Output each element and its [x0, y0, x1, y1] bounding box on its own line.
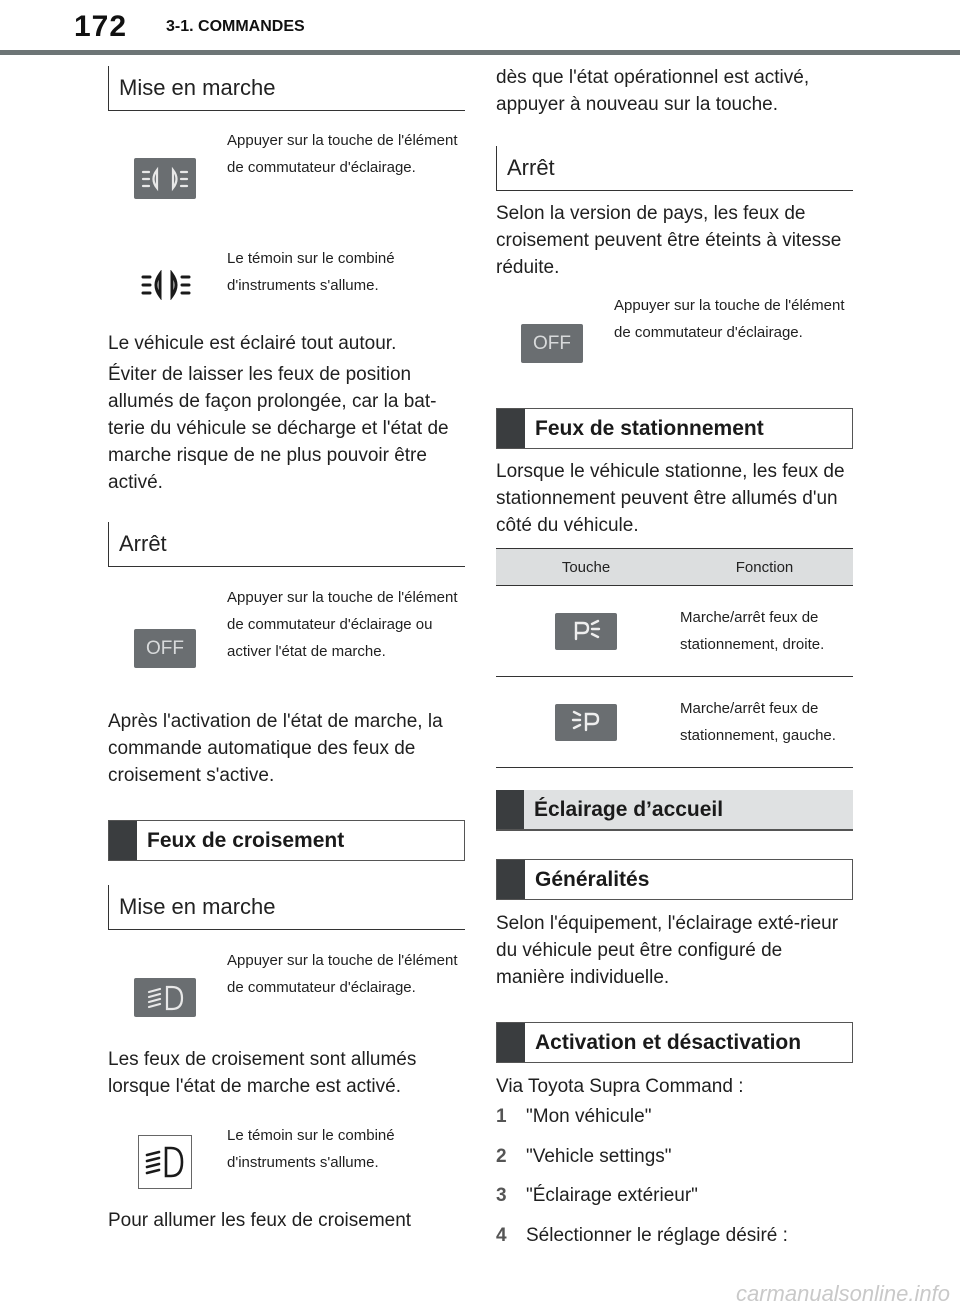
table-header-touche: Touche — [496, 549, 676, 586]
parking-light-indicator-icon — [138, 270, 194, 300]
subheading-mise-en-marche — [108, 66, 465, 111]
step-number: 4 — [496, 1224, 507, 1246]
step-text: "Éclairage extérieur" — [526, 1185, 698, 1206]
subheading-arret — [496, 146, 853, 191]
subheading-label: Arrêt — [119, 531, 167, 556]
off-button-icon: OFF — [521, 324, 583, 363]
page-number: 172 — [74, 10, 128, 43]
section-title: Généralités — [535, 867, 650, 891]
paragraph: Lorsque le véhicule stationne, les feux de stationnement peuvent être allumés d'un côté du véhicule. — [496, 461, 845, 536]
paragraph: Via Toyota Supra Command : — [496, 1076, 744, 1097]
low-beam-switch-icon — [134, 978, 196, 1017]
paragraph: Les feux de croisement sont allumés lorsque l'état de marche est activé. — [108, 1049, 417, 1097]
subheading-label: Mise en marche — [119, 894, 276, 919]
paragraph: Après l'activation de l'état de marche, la commande automatique des feux de croisement s'active. — [108, 711, 443, 786]
section-bar — [497, 1023, 525, 1062]
section-bar — [496, 790, 524, 829]
off-button-icon: OFF — [134, 629, 196, 668]
subheading-arret — [108, 522, 465, 567]
step-text: "Mon véhicule" — [526, 1106, 652, 1127]
subheading-label: Mise en marche — [119, 75, 276, 100]
section-title: Éclairage d’accueil — [534, 797, 724, 821]
paragraph: Selon la version de pays, les feux de croisement peuvent être éteints à vitesse réduite. — [496, 203, 842, 278]
table-cell-touche — [496, 677, 676, 768]
table-cell-fonction: Marche/arrêt feux de stationnement, droite. — [676, 586, 853, 677]
step-number: 1 — [496, 1106, 507, 1127]
parking-light-right-icon — [555, 613, 617, 650]
chapter-title: 3-1. COMMANDES — [166, 18, 305, 35]
section-title: Activation et désactivation — [535, 1030, 802, 1054]
subheading-label: Arrêt — [507, 155, 555, 180]
off-row-text: Appuyer sur la touche de l'élément de commutateur d'éclairage ou activer l'état de marche. — [227, 589, 458, 660]
off-row-text: Appuyer sur la touche de l'élément de commutateur d'éclairage. — [614, 297, 845, 341]
section-bar — [497, 409, 525, 448]
low-beam-indicator-text: Le témoin sur le combiné d'instruments s'allume. — [227, 1127, 395, 1171]
table-header-fonction: Fonction — [676, 549, 853, 586]
parking-lights-table — [496, 548, 853, 768]
steps-list — [496, 1103, 852, 1261]
paragraph: Pour allumer les feux de croisement — [108, 1210, 412, 1231]
table-cell-fonction: Marche/arrêt feux de stationnement, gauche. — [676, 677, 853, 768]
table-row — [496, 586, 853, 677]
low-beam-row-text: Appuyer sur la touche de l'élément de commutateur d'éclairage. — [227, 952, 458, 996]
section-bar — [497, 860, 525, 899]
icon-row-2-text: Le témoin sur le combiné d'instruments s'allume. — [227, 250, 395, 294]
list-item — [496, 1182, 852, 1222]
paragraph: Éviter de laisser les feux de position allumés de façon prolongée, car la bat-terie du véhicule se décharge et l'état de marche risque de ne plus pouvoir être activé. — [108, 364, 449, 493]
watermark: carmanualsonline.info — [735, 1281, 950, 1306]
subheading-mise-en-marche — [108, 885, 465, 930]
section-heading-feux-de-stationnement — [496, 408, 853, 449]
step-text: Sélectionner le réglage désiré : — [526, 1224, 788, 1246]
list-item — [496, 1103, 852, 1143]
section-heading-activation — [496, 1022, 853, 1063]
header-rule — [0, 50, 960, 55]
parking-light-left-icon — [555, 704, 617, 741]
step-number: 3 — [496, 1185, 507, 1206]
paragraph: Selon l'équipement, l'éclairage exté-rieur du véhicule peut être configuré de manière individuelle. — [496, 913, 839, 988]
parking-light-switch-icon — [134, 158, 196, 199]
table-header-row — [496, 549, 853, 586]
section-heading-feux-de-croisement — [108, 820, 465, 861]
paragraph: dès que l'état opérationnel est activé, appuyer à nouveau sur la touche. — [496, 67, 810, 115]
table-row — [496, 677, 853, 768]
section-bar — [109, 821, 137, 860]
icon-row-1-text: Appuyer sur la touche de l'élément de commutateur d'éclairage. — [227, 132, 458, 176]
step-number: 2 — [496, 1145, 507, 1167]
section-title: Feux de stationnement — [535, 416, 764, 440]
section-heading-generalites — [496, 859, 853, 900]
table-cell-touche — [496, 586, 676, 677]
list-item — [496, 1143, 852, 1183]
section-heading-eclairage-accueil — [496, 790, 853, 831]
low-beam-indicator-icon — [138, 1135, 192, 1189]
step-text: "Vehicle settings" — [526, 1145, 672, 1167]
list-item — [496, 1222, 852, 1262]
paragraph: Le véhicule est éclairé tout autour. — [108, 333, 397, 354]
section-title: Feux de croisement — [147, 828, 345, 852]
